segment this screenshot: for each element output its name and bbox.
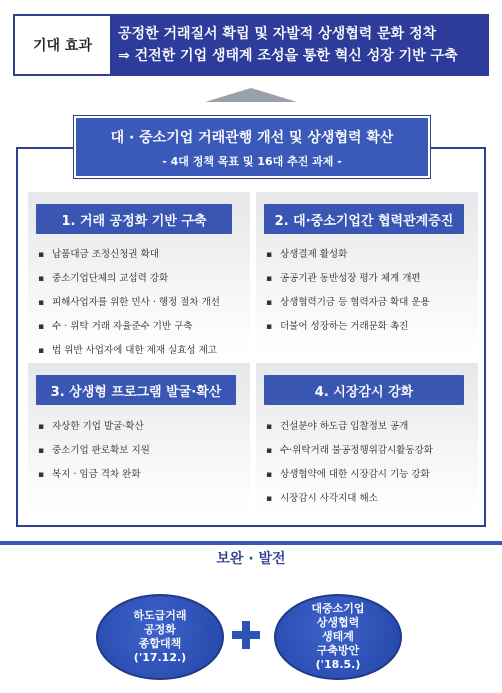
- expected-effect-line-1: 공정한 거래질서 확립 및 자발적 상생협력 문화 정착: [118, 26, 437, 42]
- circle-line: 생태계: [322, 630, 354, 643]
- policy-circle-left: [96, 594, 224, 680]
- plus-icon: [232, 621, 260, 649]
- task-item: ▪ 중소기업단체의 교섭력 강화: [38, 273, 220, 285]
- task-item: ▪ 상생결제 활성화: [266, 249, 430, 261]
- task-item: ▪ 수·위탁거래 불공정행위감시활동강화: [266, 445, 433, 457]
- task-item: ▪ 자상한 기업 발굴·확산: [38, 421, 150, 433]
- goal-panel-title: 4. 시장감시 강화: [264, 375, 464, 405]
- policy-title: 대 · 중소기업 거래관행 개선 및 상생협력 확산: [110, 130, 394, 146]
- expected-effect-line-2: ⇒ 건전한 기업 생태계 조성을 통한 혁신 성장 기반 구축: [118, 48, 458, 64]
- circle-line: 종합대책: [138, 637, 182, 650]
- policy-subtitle: - 4대 정책 목표 및 16대 추진 과제 -: [162, 155, 342, 168]
- policy-header: [74, 116, 430, 178]
- task-item: ▪ 중소기업 판로확보 지원: [38, 445, 150, 457]
- circle-line: ('17.12.): [133, 651, 187, 664]
- expected-effect-box: [13, 14, 489, 76]
- section-divider: [0, 541, 502, 545]
- task-item: ▪ 피해사업자를 위한 민사 · 행정 절차 개선: [38, 297, 220, 309]
- circle-line: ('18.5.): [315, 658, 361, 671]
- task-item: ▪ 상생협력기금 등 협력자금 확대 운용: [266, 297, 430, 309]
- task-item: ▪ 복지 · 임금 격차 완화: [38, 469, 150, 481]
- task-item: ▪ 시장감시 사각지대 해소: [266, 493, 433, 505]
- expected-effect-text: [110, 16, 487, 74]
- circle-line: 공정화: [144, 623, 176, 636]
- task-list: [38, 249, 220, 369]
- circle-line: 구축방안: [316, 644, 360, 657]
- task-item: ▪ 공공기관 동반성장 평가 체계 개편: [266, 273, 430, 285]
- circle-line: 상생협력: [316, 616, 360, 629]
- policy-circle-right: [274, 594, 402, 680]
- goal-panel-4: [256, 363, 478, 515]
- task-item: ▪ 법 위반 사업자에 대한 제재 실효성 제고: [38, 345, 220, 357]
- task-list: [38, 421, 150, 493]
- task-list: [266, 421, 433, 517]
- goal-panel-title: 2. 대·중소기업간 협력관계증진: [264, 204, 464, 234]
- goal-panel-1: [28, 192, 250, 357]
- task-item: ▪ 건설분야 하도급 입찰정보 공개: [266, 421, 433, 433]
- task-item: ▪ 수 · 위탁 거래 자율준수 기반 구축: [38, 321, 220, 333]
- goal-panel-2: [256, 192, 478, 357]
- goal-panel-title: 3. 상생형 프로그램 발굴·확산: [36, 375, 236, 405]
- circle-line: 하도급거래: [133, 609, 187, 622]
- goal-panel-3: [28, 363, 250, 515]
- circle-line: 대중소기업: [311, 602, 365, 615]
- task-item: ▪ 상생협약에 대한 시장감시 기능 강화: [266, 469, 433, 481]
- goal-panel-title: 1. 거래 공정화 기반 구축: [36, 204, 232, 234]
- task-item: ▪ 납품대금 조정신청권 확대: [38, 249, 220, 261]
- task-list: [266, 249, 430, 345]
- task-item: ▪ 더불어 성장하는 거래문화 촉진: [266, 321, 430, 333]
- bottom-title: 보완 · 발전: [216, 551, 286, 567]
- expected-effect-label: 기대 효과: [33, 38, 92, 54]
- up-arrow-icon: [205, 88, 297, 102]
